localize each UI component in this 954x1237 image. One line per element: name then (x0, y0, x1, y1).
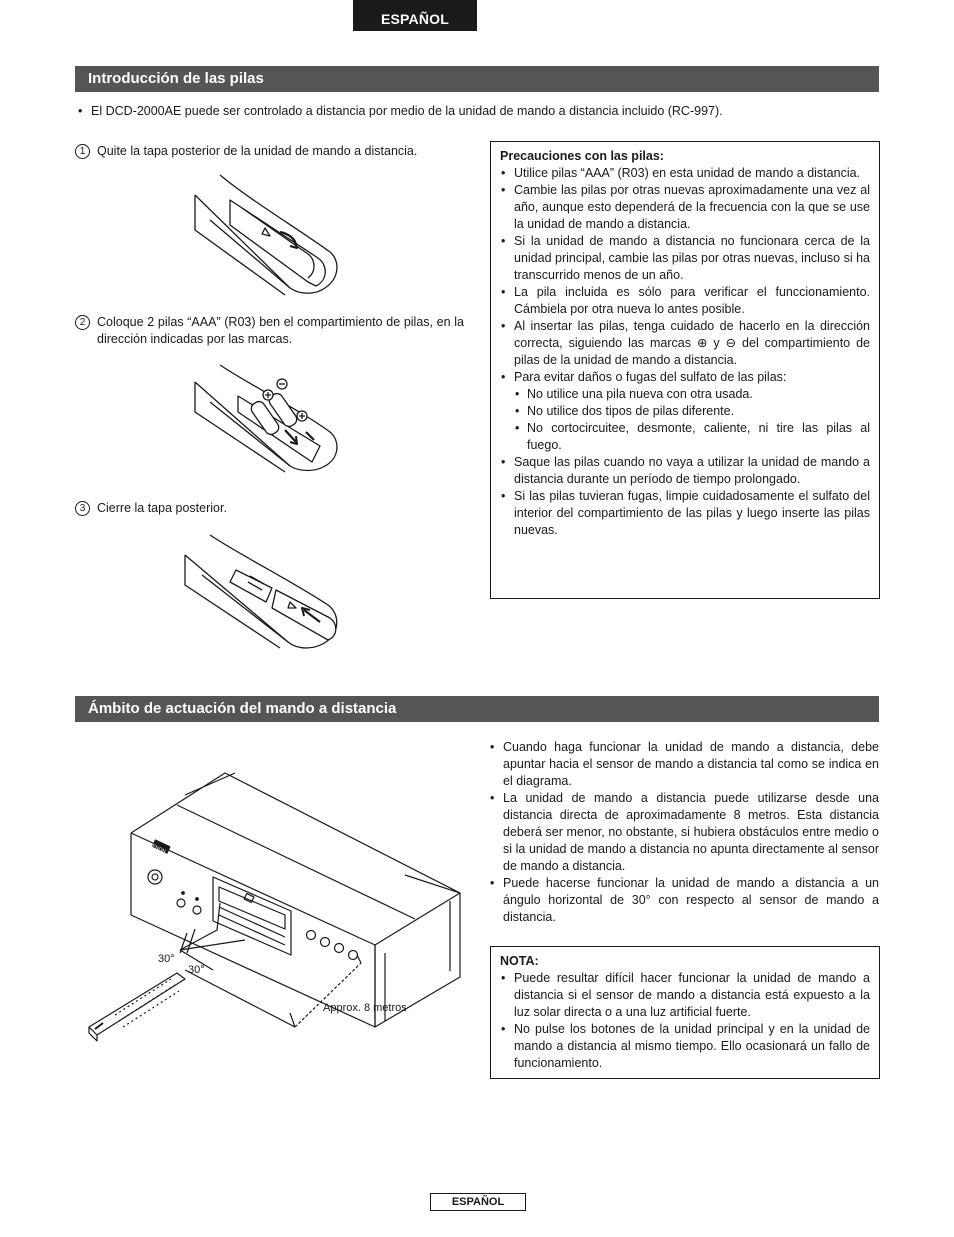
sub-list-item: • No cortocircuitee, desmonte, caliente, ni tire las pilas al fuego. (514, 420, 870, 454)
list-item: • No pulse los botones de la unidad principal y en la unidad de mando a distancia al mismo tiempo. Ello ocasionará un fallo de funcionamiento. (500, 1021, 870, 1072)
sub-list (514, 386, 870, 454)
list-item: • Utilice pilas “AAA” (R03) en esta unidad de mando a distancia. (500, 165, 870, 182)
nota-box (490, 946, 880, 1079)
sub-list-item: • No utilice dos tipos de pilas diferente. (514, 403, 870, 420)
remote-range-diagram (85, 765, 475, 1065)
sub-list-item: • No utilice una pila nueva con otra usada. (514, 386, 870, 403)
intro-text: • El DCD-2000AE puede ser controlado a distancia por medio de la unidad de mando a distancia incluido (RC-997). (78, 104, 723, 118)
step-1 (75, 143, 464, 160)
step-2 (75, 314, 464, 348)
step-text: Coloque 2 pilas “AAA” (R03) ben el compartimiento de pilas, en la dirección indicadas por las marcas. (97, 315, 464, 346)
list-item: • Puede hacerse funcionar la unidad de mando a distancia a un ángulo horizontal de 30° con respecto al sensor de mando a distancia. (489, 875, 879, 926)
list-item: • Puede resultar difícil hacer funcionar la unidad de mando a distancia si el sensor de mando a distancia está expuesto a la luz solar directa o a una luz artificial fuerte. (500, 970, 870, 1021)
precautions-title: Precauciones con las pilas: (500, 149, 664, 163)
list-item: • Saque las pilas cuando no vaya a utilizar la unidad de mando a distancia durante un período de tiempo prolongado. (500, 454, 870, 488)
list-item: • Al insertar las pilas, tenga cuidado de hacerlo en la dirección correcta, siguiendo las marcas ⊕ y ⊖ del compartimiento de pilas de la unidad de mando a distancia. (500, 318, 870, 369)
step-number: 3 (75, 501, 90, 516)
list-item: • Cambie las pilas por otras nuevas aproximadamente una vez al año, aunque esto dependerá de la frecuencia con la que se use la unidad de mando a distancia. (500, 182, 870, 233)
remote-cover-close-illustration (180, 530, 350, 655)
nota-list (500, 970, 870, 1072)
step-3 (75, 500, 464, 517)
list-item: • Si las pilas tuvieran fugas, limpie cuidadosamente el sulfato del interior del compartimiento de las pilas y luego inserte las pilas nuevas. (500, 488, 870, 539)
distance-label: Approx. 8 metros (323, 1002, 407, 1014)
nota-title: NOTA: (500, 954, 539, 968)
list-item: • Si la unidad de mando a distancia no funcionara cerca de la unidad principal, cambie las pilas por otras nuevas, incluso si ha transcurrido menos de un año. (500, 233, 870, 284)
list-item (500, 369, 870, 454)
language-tab: ESPAÑOL (353, 0, 477, 31)
step-number: 2 (75, 315, 90, 330)
footer-language-tab: ESPAÑOL (430, 1193, 526, 1211)
battery-insertion-illustration (190, 360, 350, 475)
step-text: Cierre la tapa posterior. (97, 501, 227, 515)
angle-label-right: 30° (188, 964, 205, 976)
step-number: 1 (75, 144, 90, 159)
remote-range-list (489, 739, 879, 926)
step-text: Quite la tapa posterior de la unidad de mando a distancia. (97, 144, 418, 158)
remote-cover-removal-illustration (190, 170, 350, 300)
angle-label-left: 30° (158, 953, 175, 965)
battery-precautions-box (490, 141, 880, 599)
front-logo: DENON (147, 841, 167, 855)
list-item: • Cuando haga funcionar la unidad de mando a distancia, debe apuntar hacia el sensor de mando a distancia tal como se indica en el diagrama. (489, 739, 879, 790)
list-item: • La unidad de mando a distancia puede utilizarse desde una distancia directa de aproximadamente 8 metros. Esta distancia deberá ser menor, no obstante, si hubiera obstáculos entre medio o si la unidad de mando a distancia no apunta directamente al sensor de mando a distancia. (489, 790, 879, 875)
section-title-battery: Introducción de las pilas (75, 66, 879, 92)
precautions-list (500, 165, 870, 539)
list-item: • La pila incluida es sólo para verificar el funccionamiento. Cámbiela por otra nueva lo antes posible. (500, 284, 870, 318)
section-title-remote-range: Ámbito de actuación del mando a distancia (75, 696, 879, 722)
list-item-text: Para evitar daños o fugas del sulfato de las pilas: (514, 370, 787, 384)
